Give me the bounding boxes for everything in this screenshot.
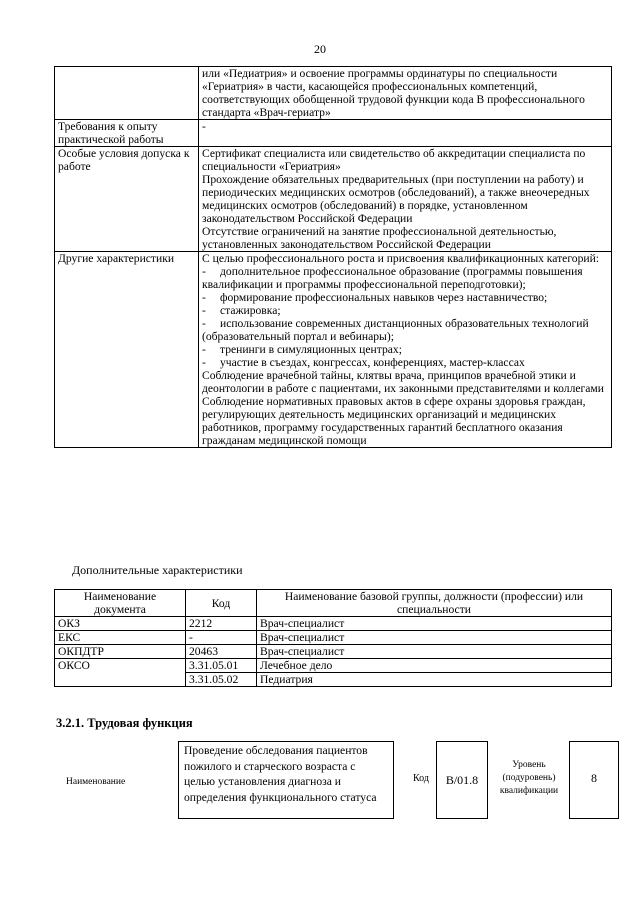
column-header: Код — [186, 590, 257, 617]
list-item: - участие в съездах, конгрессах, конференциях, мастер-классах — [202, 356, 525, 369]
table-cell: 2212 — [186, 617, 257, 631]
function-name-label: Наименование — [66, 777, 126, 787]
table-cell: ЕКС — [55, 631, 186, 645]
function-name-value: Проведение обследования пациентов пожилого и старческого возраста с целью установления диагноза и определения функционального статуса — [178, 741, 394, 819]
section-title: 3.2.1. Трудовая функция — [56, 716, 193, 730]
education-continuation: или «Педиатрия» и освоение программы ординатуры по специальности «Гериатрия» в части, касающейся профессиональных компетенций, соответствующих обобщенной трудовой функции кода В профессионального стандарта «Врач-гериатр» — [199, 67, 612, 120]
table-cell: ОКПДТР — [55, 645, 186, 659]
requirements-table — [54, 66, 612, 448]
list-item: - формирование профессиональных навыков через наставничество; — [202, 291, 548, 304]
list-item: - дополнительное профессиональное образование (программы повышения квалификации и программы профессиональной переподготовки); — [202, 265, 583, 291]
list-item: - стажировка; — [202, 304, 281, 317]
extra-characteristics-title: Дополнительные характеристики — [72, 563, 243, 577]
empty-cell — [55, 67, 199, 120]
paragraph: Соблюдение нормативных правовых актов в сфере охраны здоровья граждан, регулирующих деятельность медицинских организаций и медицинских работников, программу государственных гарантий бесплатного оказания гражданам медицинской помощи — [202, 395, 586, 447]
table-cell: Лечебное дело — [257, 659, 612, 673]
table-row — [55, 631, 612, 645]
table-row — [55, 147, 612, 252]
list-item: - тренинги в симуляционных центрах; — [202, 343, 402, 356]
extra-characteristics-table — [54, 589, 612, 687]
table-cell: Врач-специалист — [257, 631, 612, 645]
column-header: Наименование базовой группы, должности (профессии) или специальности — [257, 590, 612, 617]
table-cell: ОКСО — [55, 659, 186, 687]
table-cell: Врач-специалист — [257, 645, 612, 659]
row-value-experience: - — [199, 120, 612, 147]
qualification-level-label: Уровень (подуровень) квалификации — [499, 760, 559, 796]
paragraph: Сертификат специалиста или свидетельство об аккредитации специалиста по специальности «Гериатрия» — [202, 147, 586, 173]
table-cell: Педиатрия — [257, 673, 612, 687]
code-label: Код — [413, 773, 429, 784]
table-cell: - — [186, 631, 257, 645]
table-row — [55, 659, 612, 673]
row-value-admission — [199, 147, 612, 252]
paragraph: С целью профессионального роста и присвоения квалификационных категорий: — [202, 252, 600, 265]
page-number: 20 — [314, 42, 326, 56]
qualification-level-value: 8 — [569, 741, 619, 819]
table-cell: 20463 — [186, 645, 257, 659]
table-cell: ОКЗ — [55, 617, 186, 631]
paragraph: Прохождение обязательных предварительных (при поступлении на работу) и периодических медицинских осмотров (обследований), а также внеочередных медицинских осмотров (обследований) в порядке, установленном законодательством Российской Федерации — [202, 173, 590, 225]
paragraph: Отсутствие ограничений на занятие профессиональной деятельностью, установленных законодательством Российской Федерации — [202, 225, 557, 251]
row-label-experience: Требования к опыту практической работы — [55, 120, 199, 147]
column-header: Наименование документа — [55, 590, 186, 617]
table-row — [55, 617, 612, 631]
code-value: В/01.8 — [436, 741, 488, 819]
row-value-other — [199, 252, 612, 448]
paragraph: Соблюдение врачебной тайны, клятвы врача, принципов врачебной этики и деонтологии в работе с пациентами, их законными представителями и коллегами — [202, 369, 604, 395]
table-row — [55, 252, 612, 448]
table-cell: 3.31.05.02 — [186, 673, 257, 687]
row-label-other: Другие характеристики — [55, 252, 199, 448]
table-cell: 3.31.05.01 — [186, 659, 257, 673]
table-cell: Врач-специалист — [257, 617, 612, 631]
table-row — [55, 67, 612, 120]
table-row — [55, 120, 612, 147]
table-row — [55, 645, 612, 659]
table-header-row — [55, 590, 612, 617]
list-item: - использование современных дистанционных образовательных технологий (образовательный портал и вебинары); — [202, 317, 589, 343]
row-label-admission: Особые условия допуска к работе — [55, 147, 199, 252]
